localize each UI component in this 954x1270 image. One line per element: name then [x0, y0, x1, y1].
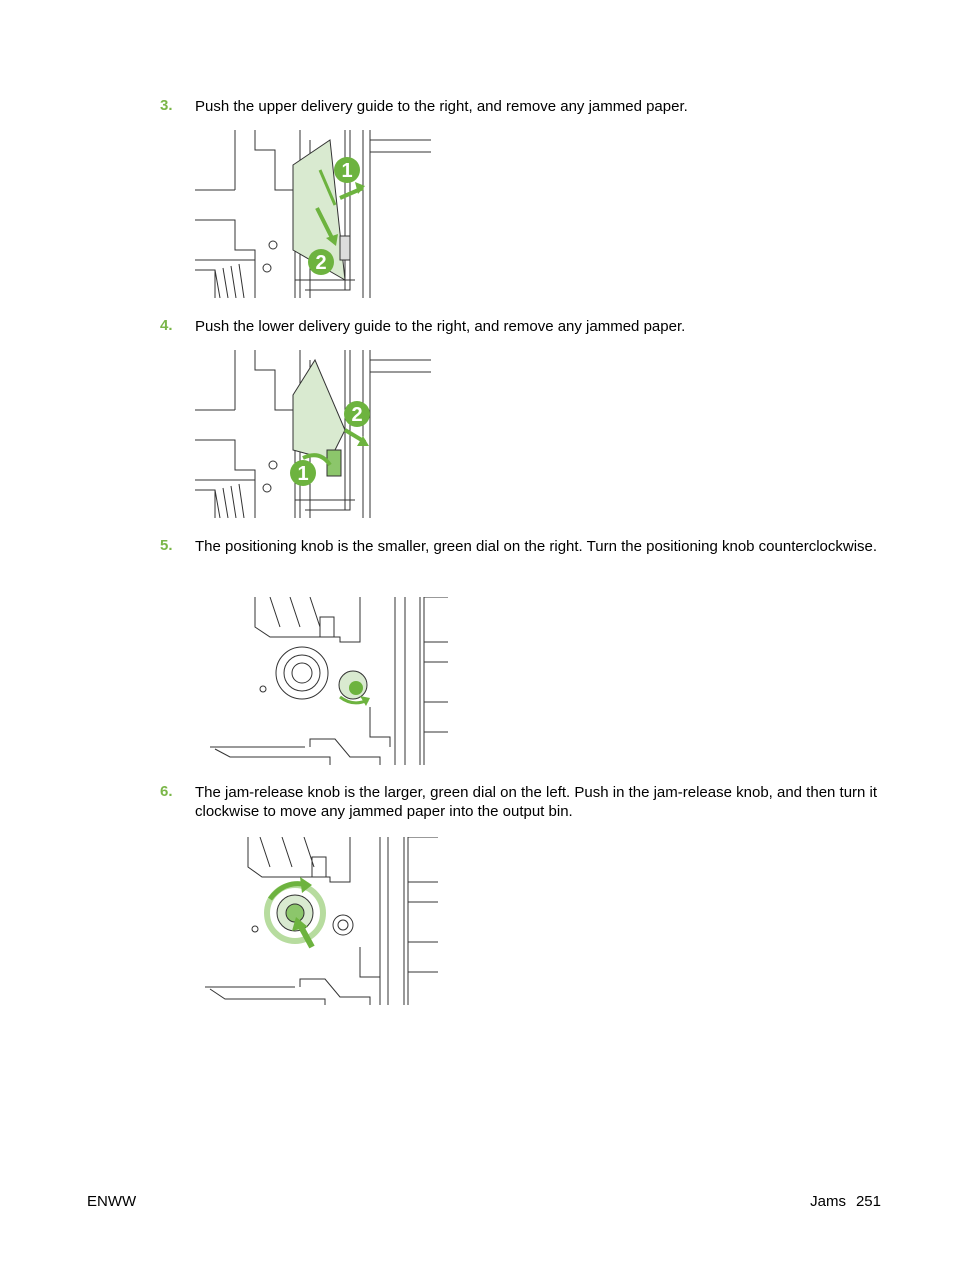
- step-4-text: Push the lower delivery guide to the right, and remove any jammed paper.: [195, 318, 686, 335]
- step-5-number: 5.: [160, 537, 173, 554]
- callout-1: 1: [341, 160, 353, 182]
- figure-positioning-knob: [210, 597, 450, 765]
- step-5-text: The positioning knob is the smaller, green dial on the right. Turn the positioning knob counterclockwise.: [195, 538, 878, 555]
- figure-lower-delivery-guide: [195, 350, 435, 518]
- step-3-number: 3.: [160, 97, 173, 114]
- step-6-text: The jam-release knob is the larger, green dial on the left. Push in the jam-release knob, and then turn it clockwise to move any jammed paper into the output bin.: [195, 784, 878, 820]
- footer-page-number: 251: [855, 1193, 881, 1210]
- step-4-number: 4.: [160, 317, 173, 334]
- step-3-text: Push the upper delivery guide to the right, and remove any jammed paper.: [195, 98, 688, 115]
- footer-publication-code: ENWW: [87, 1193, 137, 1210]
- footer-page-info: [810, 1193, 881, 1210]
- figure-upper-delivery-guide: [195, 130, 435, 298]
- step-6-number: 6.: [160, 783, 173, 800]
- callout-2: 2: [351, 404, 363, 426]
- footer-section: Jams: [810, 1193, 846, 1210]
- callout-1: 1: [297, 463, 309, 485]
- callout-2: 2: [315, 252, 327, 274]
- figure-jam-release-knob: [200, 837, 440, 1005]
